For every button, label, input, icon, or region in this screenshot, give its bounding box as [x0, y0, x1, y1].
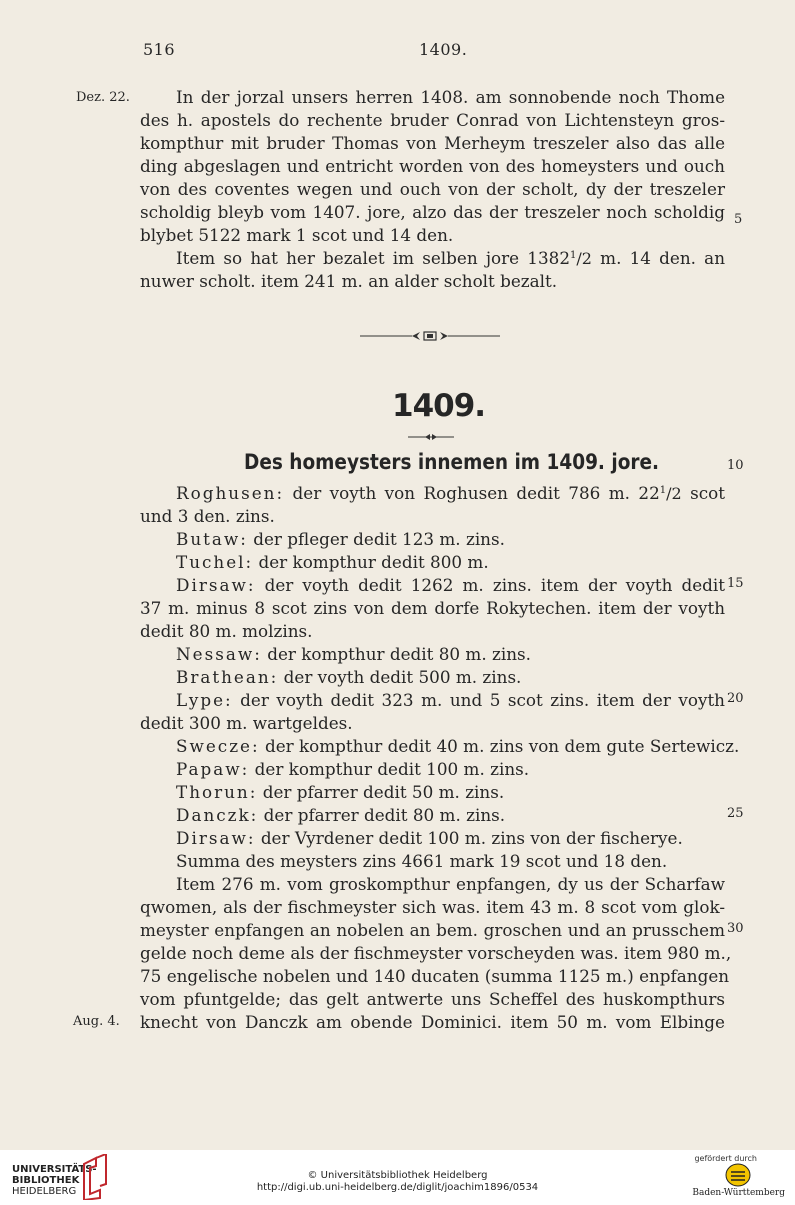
text-line: knecht von Danczk am obende Dominici. item 50 m. vom Elbinge [140, 1012, 725, 1032]
line-number: 15 [727, 576, 744, 591]
copyright-text: © Universitätsbibliothek Heidelberg [307, 1170, 488, 1181]
place-name: Thorun: [176, 782, 258, 802]
text-line: 37 m. minus 8 scot zins von dem dorfe Rokytechen. item der voyth [140, 598, 725, 618]
page-number: 516 [143, 40, 176, 59]
margin-date-dez22: Dez. 22. [76, 90, 130, 105]
line-number: 10 [727, 458, 744, 473]
entry-danczk: Danczk: der pfarrer dedit 80 m. zins. [176, 805, 506, 825]
line-number: 5 [734, 212, 743, 227]
entry-swecze: Swecze: der kompthur dedit 40 m. zins von dem gute Sertewicz. [176, 736, 740, 756]
place-name: Brathean: [176, 667, 279, 687]
text-line: des h. apostels do rechente bruder Conrad von Lichtensteyn gros- [140, 110, 725, 130]
place-name: Danczk: [176, 805, 259, 825]
entry-roghusen: Roghusen: der voyth von Roghusen dedit 786 m. $22^1/2$ scot [176, 483, 725, 503]
place-name: Papaw: [176, 759, 250, 779]
place-name: Dirsaw: [176, 828, 256, 848]
entry-dirsaw: Dirsaw: der voyth dedit 1262 m. zins. item der voyth dedit [176, 575, 725, 595]
text-line: scholdig bleyb vom 1407. jore, alzo das der treszeler noch scholdig [140, 202, 725, 222]
summa-line: Summa des meysters zins 4661 mark 19 scot und 18 den. [176, 851, 668, 871]
place-name: Lype: [176, 690, 233, 710]
place-name: Nessaw: [176, 644, 262, 664]
entry-papaw: Papaw: der kompthur dedit 100 m. zins. [176, 759, 530, 779]
entry-brathean: Brathean: der voyth dedit 500 m. zins. [176, 667, 522, 687]
text-line: kompthur mit bruder Thomas von Merheym treszeler also das alle [140, 133, 725, 153]
text-line: ding abgeslagen und entricht worden von des homeysters und ouch [140, 156, 725, 176]
entry-thorun: Thorun: der pfarrer dedit 50 m. zins. [176, 782, 505, 802]
text-line: In der jorzal unsers herren 1408. am sonnobende noch Thome [176, 87, 725, 107]
running-title: 1409. [419, 40, 468, 59]
place-name: Dirsaw: [176, 575, 256, 595]
text-line: von des coventes wegen und ouch von der scholt, dy der treszeler [140, 179, 725, 199]
entry-tuchel: Tuchel: der kompthur dedit 800 m. [176, 552, 489, 572]
place-name: Butaw: [176, 529, 248, 549]
library-name: UNIVERSITÄTS- BIBLIOTHEK HEIDELBERG [12, 1164, 97, 1197]
text-line: gelde noch deme als der fischmeyster vorscheyden was. item 980 m., [140, 943, 732, 963]
entry-nessaw: Nessaw: der kompthur dedit 80 m. zins. [176, 644, 531, 664]
place-name: Tuchel: [176, 552, 254, 572]
year-heading: 1409. [392, 388, 486, 424]
text-line: meyster enpfangen an nobelen an bem. groschen und an prusschem [140, 920, 725, 940]
text-line: dedit 80 m. molzins. [140, 621, 313, 641]
top-paragraph [140, 86, 725, 293]
text-line: und 3 den. zins. [140, 506, 275, 526]
text-line: qwomen, als der fischmeyster sich was. item 43 m. 8 scot vom glok- [140, 897, 725, 917]
entry-dirsaw-vyrdener: Dirsaw: der Vyrdener dedit 100 m. zins von der fischerye. [176, 828, 683, 848]
text-line: Item so hat her bezalet im selben jore 1382$^1$/2 m. 14 den. an [176, 248, 725, 268]
text-line: vom pfuntgelde; das gelt antwerte uns Scheffel des huskompthurs [140, 989, 725, 1009]
text-line: blybet 5122 mark 1 scot und 14 den. [140, 225, 454, 245]
section-heading: Des homeysters innemen im 1409. jore. [244, 450, 660, 474]
line-number: 30 [727, 921, 744, 936]
source-url[interactable]: http://digi.ub.uni-heidelberg.de/diglit/joachim1896/0534 [256, 1182, 539, 1193]
text-line: 75 engelische nobelen und 140 ducaten (summa 1125 m.) enpfangen [140, 966, 730, 986]
funder-name: Baden-Württemberg [692, 1188, 785, 1198]
entry-butaw: Butaw: der pfleger dedit 123 m. zins. [176, 529, 505, 549]
baden-wuerttemberg-crest-icon [725, 1163, 751, 1187]
place-name: Swecze: [176, 736, 260, 756]
line-number: 20 [727, 691, 744, 706]
small-ornament [408, 432, 454, 442]
text-line: nuwer scholt. item 241 m. an alder scholt bezalt. [140, 271, 558, 291]
entry-lype: Lype: der voyth dedit 323 m. und 5 scot zins. item der voyth [176, 690, 725, 710]
funded-by-label: gefördert durch [694, 1154, 757, 1163]
place-name: Roghusen: [176, 483, 285, 503]
footer-bar [0, 1150, 795, 1205]
margin-date-aug4: Aug. 4. [73, 1014, 120, 1029]
text-line: Item 276 m. vom groskompthur enpfangen, dy us der Scharfaw [176, 874, 725, 894]
text-line: dedit 300 m. wartgeldes. [140, 713, 353, 733]
ornament-divider [360, 330, 500, 342]
line-number: 25 [727, 806, 744, 821]
